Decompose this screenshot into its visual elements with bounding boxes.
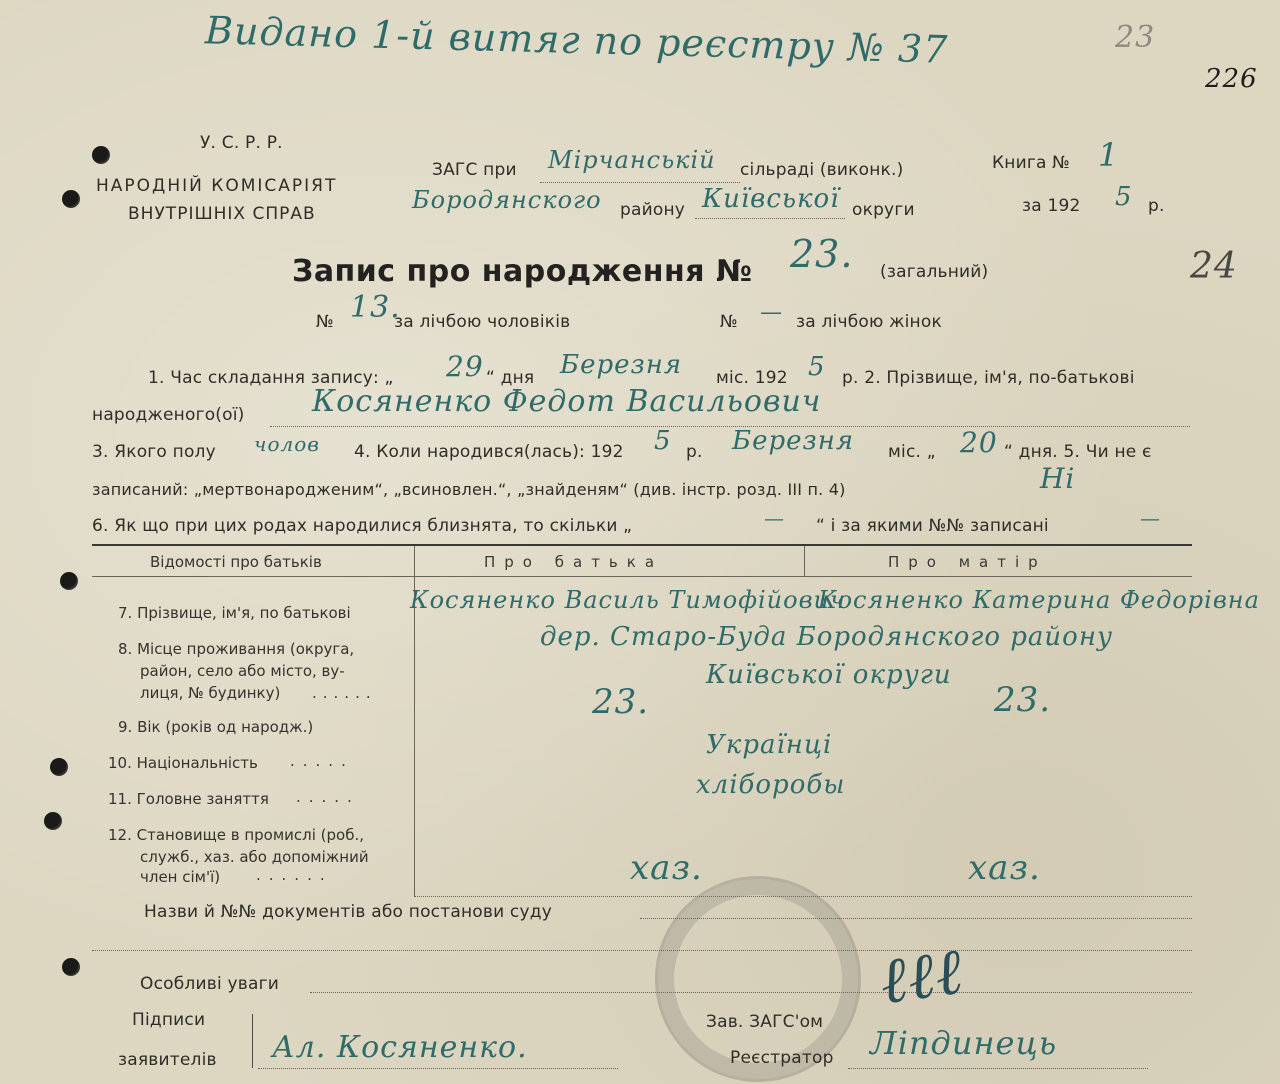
field4-label: 4. Коли народився(лась): 192 xyxy=(354,442,624,462)
head-signature: ℓℓℓ xyxy=(875,934,968,1020)
district-value: Бородянского xyxy=(412,186,602,214)
corner-number-right: 24 xyxy=(1190,246,1238,287)
women-count-label: за лічбою жінок xyxy=(796,312,942,332)
women-count-value: — xyxy=(760,300,783,325)
corner-number-light: 23 xyxy=(1115,20,1156,55)
selrada-label: сільраді (виконк.) xyxy=(740,160,904,180)
commissariat-line2: ВНУТРІШНІХ СПРАВ xyxy=(128,204,316,224)
district-label: району xyxy=(620,200,686,220)
column-info-header: Відомості про батьків xyxy=(150,553,322,571)
men-count-value: 13. xyxy=(350,290,401,325)
row10-label: 10. Національність xyxy=(108,754,258,772)
remarks-label: Особливі уваги xyxy=(140,974,279,994)
father-status: хаз. xyxy=(630,848,703,888)
top-handwritten-note: Видано 1-й витяг по реєстру № 37 xyxy=(204,8,949,72)
field6-suffix: “ і за якими №№ записані xyxy=(816,516,1049,536)
year-label: за 192 xyxy=(1022,196,1081,216)
punch-hole xyxy=(60,572,78,590)
field4-year: 5 xyxy=(654,426,672,456)
field1-day: 29 xyxy=(446,350,484,383)
punch-hole xyxy=(44,812,62,830)
row10-dots: ..... xyxy=(290,752,354,770)
punch-hole xyxy=(62,190,80,208)
row12-label-line1: 12. Становище в промислі (роб., xyxy=(108,826,365,844)
column-father-header: Про батька xyxy=(484,553,664,571)
field1-month-suffix: міс. 192 xyxy=(716,368,788,388)
men-prefix: № xyxy=(316,312,334,332)
row8-dots: ...... xyxy=(312,684,377,702)
registrar-signature: Ліпдинець xyxy=(870,1024,1058,1062)
field1-year: 5 xyxy=(808,352,826,382)
field1-label: 1. Час складання запису: „ xyxy=(148,368,394,388)
ussr-label: У. С. Р. Р. xyxy=(200,133,283,153)
book-value: 1 xyxy=(1098,136,1120,174)
page-number: 226 xyxy=(1205,64,1258,94)
applicant-signature: Ал. Косяненко. xyxy=(272,1030,528,1065)
row8-label-line3: лиця, № будинку) xyxy=(140,684,281,702)
punch-hole xyxy=(50,758,68,776)
field4-day: 20 xyxy=(960,426,998,459)
mother-name: Косяненко Катерина Федорівна xyxy=(818,586,1260,614)
field4-year-suffix: р. xyxy=(686,442,703,462)
documents-label: Назви й №№ документів або постанови суду xyxy=(144,902,552,922)
okrug-value: Київської xyxy=(702,184,840,214)
okrug-label: округи xyxy=(852,200,915,220)
field6-label: 6. Як що при цих родах народилися близнята, то скільки „ xyxy=(92,516,633,536)
row12-label-line2: служб., хаз. або допоміжний xyxy=(140,848,369,866)
field1-month: Березня xyxy=(560,350,683,380)
year-value: 5 xyxy=(1115,182,1133,212)
row8-label-line2: район, село або місто, ву- xyxy=(140,662,345,680)
record-title: Запис про народження № xyxy=(292,254,753,289)
field4-month-suffix: міс. „ xyxy=(888,442,936,462)
parents-address-line1: дер. Старо-Буда Бородянского району xyxy=(540,622,1114,652)
field5-value: Ні xyxy=(1040,462,1076,495)
row7-label: 7. Прізвище, ім'я, по батькові xyxy=(118,604,351,622)
signatures-label-line1: Підписи xyxy=(132,1010,206,1030)
parents-address-line2: Київської округи xyxy=(706,660,952,690)
field1-day-suffix: “ дня xyxy=(486,368,535,388)
row11-dots: ..... xyxy=(296,788,360,806)
row11-label: 11. Головне заняття xyxy=(108,790,269,808)
women-prefix: № xyxy=(720,312,738,332)
year-suffix: р. xyxy=(1148,196,1165,216)
punch-hole xyxy=(92,146,110,164)
record-number: 23. xyxy=(790,232,854,276)
men-count-label: за лічбою чоловіків xyxy=(394,312,571,332)
zags-label: ЗАГС при xyxy=(432,160,517,180)
parents-nationality: Українці xyxy=(706,730,833,760)
book-label: Книга № xyxy=(992,153,1071,173)
row8-label-line1: 8. Місце проживання (округа, xyxy=(118,640,355,658)
field3-label: 3. Якого полу xyxy=(92,442,216,462)
father-name: Косяненко Василь Тимофійович xyxy=(410,586,846,614)
punch-hole xyxy=(62,958,80,976)
mother-status: хаз. xyxy=(968,848,1041,888)
field5-label: записаний: „мертвонародженим“, „всиновлен.“, „знайденям“ (див. інстр. розд. III п. 4) xyxy=(92,480,846,499)
registrar-label: Реєстратор xyxy=(730,1048,834,1068)
row9-label: 9. Вік (років од народж.) xyxy=(118,718,314,736)
signatures-label-line2: заявителів xyxy=(118,1050,217,1070)
field4-day-suffix: “ дня. 5. Чи не є xyxy=(1004,442,1152,462)
head-label: Зав. ЗАГС'ом xyxy=(706,1012,824,1032)
record-note: (загальний) xyxy=(880,262,989,282)
row12-label-line3: член сім'ї) xyxy=(140,868,221,886)
child-name: Косяненко Федот Васильович xyxy=(312,384,822,419)
row12-dots: ...... xyxy=(256,866,333,884)
zags-value: Мірчанській xyxy=(548,146,716,174)
field1-year-suffix: р. 2. Прізвище, ім'я, по-батькові xyxy=(842,368,1135,388)
field4-month: Березня xyxy=(732,426,855,456)
mother-age: 23. xyxy=(994,680,1052,720)
field6-tail: — xyxy=(1140,506,1161,530)
father-age: 23. xyxy=(592,682,650,722)
parents-occupation: хліборобы xyxy=(696,770,846,800)
field2-label: народженого(ої) xyxy=(92,405,245,425)
column-mother-header: Про матір xyxy=(888,553,1047,571)
field6-value: — xyxy=(764,506,785,530)
child-sex: чолов xyxy=(254,432,320,456)
commissariat-line1: НАРОДНІЙ КОМІСАРІЯТ xyxy=(96,176,338,196)
